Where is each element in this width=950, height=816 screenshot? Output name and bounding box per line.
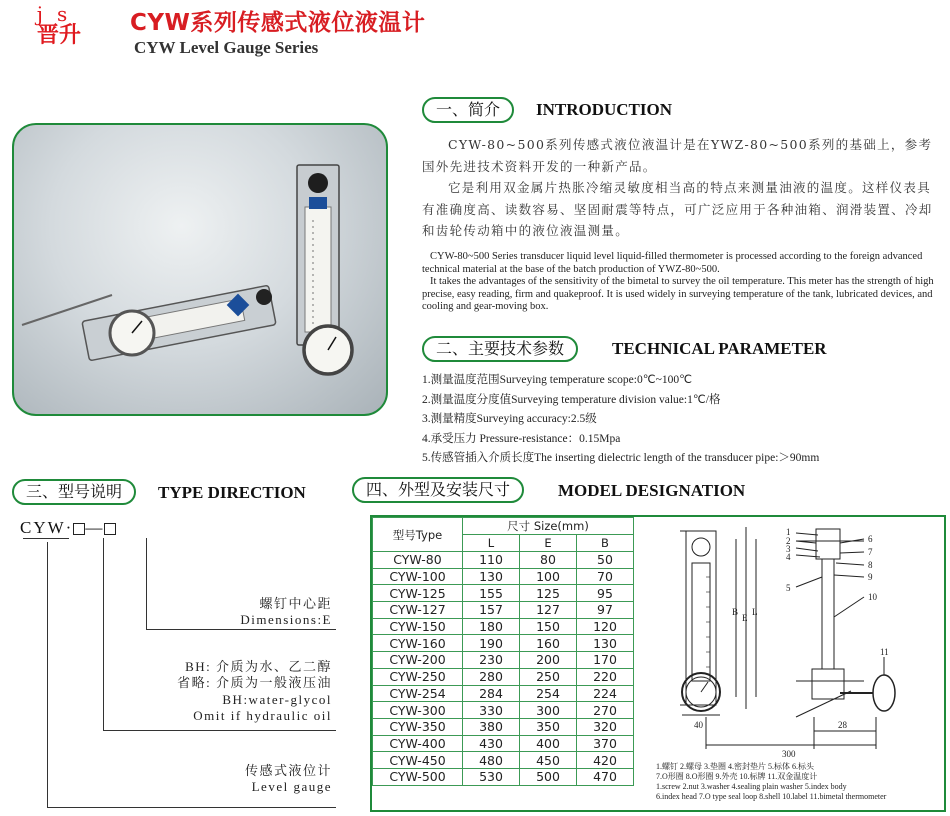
type-code-box-dimension <box>104 523 116 535</box>
cell-type: CYW-500 <box>373 768 463 785</box>
table-header-size: 尺寸 Size(mm) <box>463 518 634 535</box>
cell-b: 120 <box>577 618 634 635</box>
table-row <box>373 702 634 719</box>
callout-2: 2 <box>786 536 791 546</box>
cell-e: 80 <box>520 552 577 569</box>
cell-b: 224 <box>577 685 634 702</box>
callout-5: 5 <box>786 583 791 593</box>
cell-type: CYW-400 <box>373 735 463 752</box>
callout-11: 11 <box>880 647 889 657</box>
param-item: 1.测量温度范围Surveying temperature scope:0℃~100℃ <box>422 374 692 386</box>
type-code-dot: · <box>65 518 74 537</box>
cell-e: 150 <box>520 618 577 635</box>
table-row <box>373 735 634 752</box>
cell-l: 330 <box>463 702 520 719</box>
table-header-type: 型号Type <box>373 518 463 552</box>
table-row <box>373 602 634 619</box>
table-header-b: B <box>577 535 634 552</box>
page-title-cn: CYW系列传感式液位液温计 <box>130 10 426 36</box>
size-table <box>372 517 634 786</box>
table-header-l: L <box>463 535 520 552</box>
cell-e: 500 <box>520 768 577 785</box>
code-underline <box>23 538 69 539</box>
cell-b: 370 <box>577 735 634 752</box>
table-row <box>373 718 634 735</box>
intro-en-p2: It takes the advantages of the sensitivity of the bimetal to survey the oil temperature. This meter has the strength of high precise, easy reading, firm and quakeproof. It is used widely in surveying temperature of the tank, lubricated devices, and cooling and gear-moving box. <box>422 276 934 313</box>
omit-label-en: Omit if hydraulic oil <box>193 708 332 723</box>
callout-6: 6 <box>868 534 873 544</box>
brand-logo-cn: 晋升 <box>36 23 81 48</box>
cell-l: 157 <box>463 602 520 619</box>
cell-type: CYW-200 <box>373 652 463 669</box>
cell-b: 50 <box>577 552 634 569</box>
note-cn-a: 1.螺钉 2.螺母 3.垫圈 4.密封垫片 5.标体 6.标头 <box>656 762 814 771</box>
section-model-cn: 四、外型及安装尺寸 <box>352 477 524 503</box>
table-row <box>373 585 634 602</box>
table-row <box>373 652 634 669</box>
intro-cn-p1: CYW-80~500系列传感式液位液温计是在YWZ-80~500系列的基础上，参考国外先进技术资料开发的一种新产品。 <box>422 137 933 174</box>
section-tech-en: TECHNICAL PARAMETER <box>612 339 827 358</box>
cell-b: 130 <box>577 635 634 652</box>
param-item: 3.测量精度Surveying accuracy:2.5级 <box>422 413 597 425</box>
cell-type: CYW-254 <box>373 685 463 702</box>
note-en-a: 1.screw 2.nut 3.washer 4.sealing plain washer 5.index body <box>656 782 847 791</box>
table-row <box>373 752 634 769</box>
cell-b: 470 <box>577 768 634 785</box>
intro-cn-p2: 它是利用双金属片热胀冷缩灵敏度相当高的特点来测量油液的温度。这样仪表具有准确度高、读数容易、坚固耐震等特点，可广泛应用于各种油箱、润滑装置、冷却和齿轮传动箱中的液位液温测量。 <box>422 180 933 238</box>
cell-e: 125 <box>520 585 577 602</box>
section-intro-en: INTRODUCTION <box>536 100 673 119</box>
dim-label-cn: 螺钉中心距 <box>259 596 332 611</box>
cell-e: 300 <box>520 702 577 719</box>
table-row <box>373 668 634 685</box>
table-row <box>373 768 634 785</box>
type-code-dash: — <box>85 518 105 537</box>
section-tech-cn: 二、主要技术参数 <box>422 336 578 362</box>
gauge-label-en: Level gauge <box>251 779 332 794</box>
cell-type: CYW-125 <box>373 585 463 602</box>
page-title-en: CYW Level Gauge Series <box>134 38 319 57</box>
cell-type: CYW-127 <box>373 602 463 619</box>
cell-e: 100 <box>520 568 577 585</box>
table-row <box>373 685 634 702</box>
cell-l: 280 <box>463 668 520 685</box>
intro-text-cn <box>422 134 940 242</box>
table-row <box>373 618 634 635</box>
cell-e: 254 <box>520 685 577 702</box>
callout-3: 3 <box>786 544 791 554</box>
leader-line-bh-h <box>103 730 336 731</box>
tech-params-list <box>422 371 942 469</box>
omit-label-cn: 省略: 介质为一般液压油 <box>177 675 332 690</box>
dim-label-en: Dimensions:E <box>240 612 332 627</box>
note-cn-b: 7.O形圈 8.O形圈 9.外壳 10.标牌 11.双金温度计 <box>656 772 818 781</box>
cell-type: CYW-350 <box>373 718 463 735</box>
dim-b: B <box>732 607 739 617</box>
cell-l: 230 <box>463 652 520 669</box>
cell-type: CYW-450 <box>373 752 463 769</box>
bh-label-cn: BH: 介质为水、乙二醇 <box>185 659 332 674</box>
cell-e: 127 <box>520 602 577 619</box>
table-row <box>373 568 634 585</box>
cell-l: 380 <box>463 718 520 735</box>
callout-8: 8 <box>868 560 873 570</box>
type-code-box-medium <box>73 523 85 535</box>
section-type-cn: 三、型号说明 <box>12 479 136 505</box>
table-row <box>373 552 634 569</box>
type-code <box>20 518 116 538</box>
cell-l: 180 <box>463 618 520 635</box>
param-item: 4.承受压力 Pressure-resistance：0.15Mpa <box>422 432 621 445</box>
note-en-b: 6.index head 7.O type seal loop 8.shell 10.label 11.bimetal thermometer <box>656 792 887 801</box>
cell-type: CYW-100 <box>373 568 463 585</box>
type-code-prefix: CYW <box>20 518 66 537</box>
cell-type: CYW-300 <box>373 702 463 719</box>
drawing-notes <box>656 762 946 802</box>
cell-l: 284 <box>463 685 520 702</box>
cell-b: 270 <box>577 702 634 719</box>
intro-en-p1: CYW-80~500 Series transducer liquid level liquid-filled thermometer is processed according to the foreign advanced technical material at the base of the batch production of YWZ-80~500. <box>422 251 923 275</box>
cell-e: 400 <box>520 735 577 752</box>
param-item: 2.测量温度分度值Surveying temperature division value:1℃/格 <box>422 393 721 406</box>
callout-10: 10 <box>868 592 877 602</box>
brand-logo-latin: js <box>36 2 82 26</box>
cell-e: 450 <box>520 752 577 769</box>
cell-e: 160 <box>520 635 577 652</box>
cell-e: 200 <box>520 652 577 669</box>
cell-b: 70 <box>577 568 634 585</box>
cell-type: CYW-160 <box>373 635 463 652</box>
cell-l: 530 <box>463 768 520 785</box>
leader-line-e-h <box>146 629 336 630</box>
section-model-en: MODEL DESIGNATION <box>558 481 746 500</box>
product-illustration <box>14 125 388 416</box>
leader-line-gauge-h <box>47 807 336 808</box>
dim-e: E <box>742 613 748 623</box>
cell-l: 190 <box>463 635 520 652</box>
brand-logo <box>30 4 88 48</box>
cell-b: 97 <box>577 602 634 619</box>
cell-e: 350 <box>520 718 577 735</box>
callout-4: 4 <box>786 552 791 562</box>
dim-l: L <box>752 607 758 617</box>
table-row <box>373 635 634 652</box>
dim-28: 28 <box>838 720 847 730</box>
section-intro-cn: 一、简介 <box>422 97 514 123</box>
intro-text-en <box>422 251 942 314</box>
dim-40: 40 <box>694 720 703 730</box>
cell-l: 430 <box>463 735 520 752</box>
cell-type: CYW-250 <box>373 668 463 685</box>
gauge-label-cn: 传感式液位计 <box>244 763 332 778</box>
bh-label-en: BH:water-glycol <box>222 692 332 707</box>
dim-300: 300 <box>782 749 796 759</box>
callout-1: 1 <box>786 527 791 537</box>
cell-b: 420 <box>577 752 634 769</box>
callout-7: 7 <box>868 547 873 557</box>
cell-b: 220 <box>577 668 634 685</box>
product-photo <box>12 123 388 416</box>
table-header-e: E <box>520 535 577 552</box>
leader-line-bh <box>103 538 104 731</box>
cell-type: CYW-80 <box>373 552 463 569</box>
cell-e: 250 <box>520 668 577 685</box>
size-table-body <box>373 552 634 786</box>
cell-b: 170 <box>577 652 634 669</box>
leader-line-gauge <box>47 542 48 808</box>
cell-l: 130 <box>463 568 520 585</box>
cell-b: 320 <box>577 718 634 735</box>
cell-type: CYW-150 <box>373 618 463 635</box>
cell-l: 155 <box>463 585 520 602</box>
section-type-en: TYPE DIRECTION <box>158 483 306 502</box>
cell-l: 110 <box>463 552 520 569</box>
param-item: 5.传感管插入介质长度The inserting dielectric length of the transducer pipe:＞90mm <box>422 452 820 464</box>
cell-l: 480 <box>463 752 520 769</box>
cell-b: 95 <box>577 585 634 602</box>
callout-9: 9 <box>868 572 873 582</box>
leader-line-e <box>146 538 147 630</box>
